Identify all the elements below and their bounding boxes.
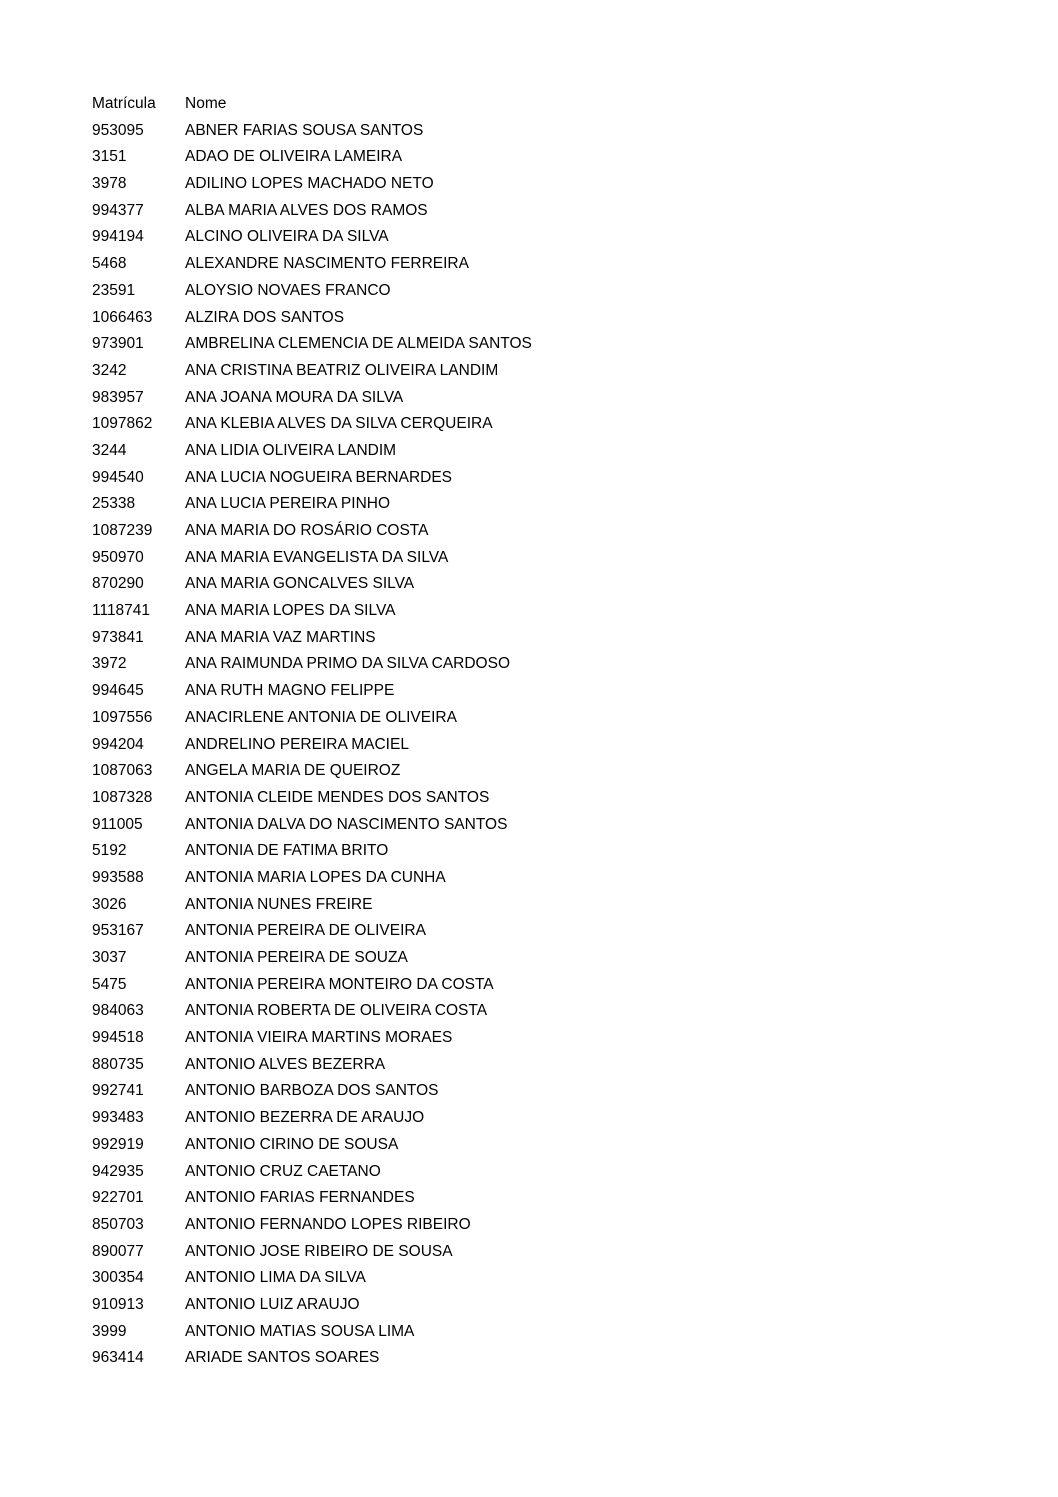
cell-nome: ARIADE SANTOS SOARES [185,1349,380,1367]
cell-matricula: 992741 [92,1082,144,1100]
table-row [92,1244,945,1271]
cell-matricula: 994518 [92,1029,144,1047]
cell-matricula: 3978 [92,175,127,193]
table-row [92,1137,945,1164]
cell-nome: ANTONIA DALVA DO NASCIMENTO SANTOS [185,815,508,833]
cell-nome: ANTONIO ALVES BEZERRA [185,1055,386,1073]
table-row [92,763,945,790]
cell-nome: ANTONIO CIRINO DE SOUSA [185,1135,399,1153]
table-row [92,656,945,683]
table-row [92,977,945,1004]
cell-nome: ANA MARIA VAZ MARTINS [185,628,376,646]
cell-matricula: 3244 [92,441,127,459]
cell-nome: ALCINO OLIVEIRA DA SILVA [185,228,389,246]
cell-matricula: 1066463 [92,308,153,326]
cell-matricula: 23591 [92,281,136,299]
table-row [92,710,945,737]
cell-matricula: 3151 [92,148,127,166]
cell-matricula: 950970 [92,548,144,566]
cell-nome: ANA CRISTINA BEATRIZ OLIVEIRA LANDIM [185,361,499,379]
cell-nome: ANA MARIA GONCALVES SILVA [185,575,415,593]
cell-matricula: 3037 [92,949,127,966]
cell-matricula: 1118741 [92,602,151,620]
cell-nome: ANTONIA PEREIRA MONTEIRO DA COSTA [185,975,494,993]
cell-matricula: 890077 [92,1242,144,1260]
cell-nome: ANTONIA MARIA LOPES DA CUNHA [185,868,446,886]
cell-matricula: 993483 [92,1109,144,1127]
table-row [92,1110,945,1137]
table-row [92,737,945,764]
cell-matricula: 5468 [92,255,127,273]
cell-matricula: 953095 [92,121,144,139]
cell-nome: ANACIRLENE ANTONIA DE OLIVEIRA [185,708,457,726]
cell-matricula: 910913 [92,1295,144,1313]
table-row [92,843,945,870]
table-row [92,283,945,310]
table-row [92,1217,945,1244]
cell-matricula: 942935 [92,1162,144,1180]
cell-nome: ANA LUCIA NOGUEIRA BERNARDES [185,468,453,486]
cell-nome: ANA LUCIA PEREIRA PINHO [185,495,391,513]
table-row [92,390,945,417]
table-row [92,1324,945,1351]
cell-matricula: 5475 [92,975,127,993]
cell-nome: ANTONIA NUNES FREIRE [185,895,373,913]
cell-matricula: 5192 [92,842,127,860]
cell-matricula: 880735 [92,1055,144,1073]
table-row [92,1350,945,1377]
cell-nome: ANTONIO LIMA DA SILVA [185,1269,366,1287]
table-row [92,576,945,603]
table-row [92,550,945,577]
cell-nome: ANA MARIA EVANGELISTA DA SILVA [185,548,449,566]
cell-matricula: 3972 [92,655,127,673]
cell-matricula: 993588 [92,868,144,886]
table-row [92,416,945,443]
table-row [92,203,945,230]
cell-matricula: 300354 [92,1269,144,1287]
table-row [92,123,945,150]
table-row [92,310,945,337]
table-row [92,790,945,817]
cell-nome: ANTONIO MATIAS SOUSA LIMA [185,1322,415,1340]
cell-matricula: 973841 [92,628,144,646]
table-header [92,96,945,123]
table-header-row [92,96,945,123]
cell-nome: ANTONIA VIEIRA MARTINS MORAES [185,1029,453,1047]
cell-matricula: 992919 [92,1135,144,1153]
column-header-nome: Nome [185,95,227,112]
cell-nome: ANTONIA DE FATIMA BRITO [185,842,389,860]
cell-matricula: 3242 [92,361,127,379]
cell-nome: ANGELA MARIA DE QUEIROZ [185,762,401,780]
cell-matricula: 870290 [92,575,144,593]
cell-matricula: 25338 [92,495,136,513]
table-row [92,176,945,203]
table-row [92,256,945,283]
column-header-matricula: Matrícula [92,95,156,112]
cell-nome: ALEXANDRE NASCIMENTO FERREIRA [185,255,469,273]
cell-nome: ANTONIA PEREIRA DE SOUZA [185,949,408,966]
cell-nome: ALZIRA DOS SANTOS [185,308,345,326]
cell-nome: ANA KLEBIA ALVES DA SILVA CERQUEIRA [185,415,493,433]
table-row [92,897,945,924]
cell-nome: ANTONIO CRUZ CAETANO [185,1162,381,1180]
table-row [92,336,945,363]
cell-matricula: 1097862 [92,415,153,433]
table-row [92,603,945,630]
cell-matricula: 911005 [92,815,143,833]
cell-matricula: 3999 [92,1322,127,1340]
table-row [92,470,945,497]
cell-nome: ANTONIO FARIAS FERNANDES [185,1189,415,1207]
cell-matricula: 983957 [92,388,144,406]
table-row [92,1270,945,1297]
cell-nome: ADILINO LOPES MACHADO NETO [185,175,434,193]
cell-matricula: 1097556 [92,708,153,726]
table-row [92,1030,945,1057]
cell-nome: ANA MARIA DO ROSÁRIO COSTA [185,522,429,539]
cell-matricula: 973901 [92,335,144,353]
cell-matricula: 994204 [92,735,144,753]
cell-matricula: 994377 [92,201,144,219]
table-row [92,1164,945,1191]
table-row [92,523,945,550]
cell-nome: ALOYSIO NOVAES FRANCO [185,281,391,299]
cell-matricula: 1087063 [92,762,153,780]
cell-nome: ADAO DE OLIVEIRA LAMEIRA [185,148,403,166]
table-row [92,630,945,657]
cell-nome: ANTONIA ROBERTA DE OLIVEIRA COSTA [185,1002,488,1020]
cell-nome: ANTONIA CLEIDE MENDES DOS SANTOS [185,788,490,806]
table-row [92,870,945,897]
cell-nome: ANTONIA PEREIRA DE OLIVEIRA [185,922,426,940]
table-row [92,1297,945,1324]
cell-matricula: 994194 [92,228,144,246]
employee-list-table [92,96,945,1377]
table-row [92,443,945,470]
cell-nome: ANTONIO FERNANDO LOPES RIBEIRO [185,1215,471,1233]
table-body [92,123,945,1377]
table-row [92,1057,945,1084]
cell-matricula: 984063 [92,1002,144,1020]
table-row [92,923,945,950]
cell-matricula: 922701 [92,1189,144,1207]
cell-matricula: 1087328 [92,788,153,806]
cell-nome: ANA RUTH MAGNO FELIPPE [185,682,395,700]
cell-nome: ANTONIO BARBOZA DOS SANTOS [185,1082,439,1100]
cell-matricula: 850703 [92,1215,144,1233]
cell-nome: ANTONIO BEZERRA DE ARAUJO [185,1109,425,1127]
table-row [92,950,945,977]
cell-matricula: 1087239 [92,522,153,539]
cell-nome: AMBRELINA CLEMENCIA DE ALMEIDA SANTOS [185,335,532,353]
cell-nome: ANA JOANA MOURA DA SILVA [185,388,404,406]
table-row [92,229,945,256]
cell-nome: ANTONIO JOSE RIBEIRO DE SOUSA [185,1242,453,1260]
cell-matricula: 3026 [92,895,127,913]
cell-nome: ANTONIO LUIZ ARAUJO [185,1295,360,1313]
cell-nome: ALBA MARIA ALVES DOS RAMOS [185,201,428,219]
cell-nome: ANA RAIMUNDA PRIMO DA SILVA CARDOSO [185,655,511,673]
table-row [92,817,945,844]
table-row [92,683,945,710]
cell-matricula: 994540 [92,468,144,486]
table-row [92,1190,945,1217]
cell-matricula: 953167 [92,922,144,940]
cell-matricula: 963414 [92,1349,144,1367]
cell-nome: ANA MARIA LOPES DA SILVA [185,602,396,620]
table-row [92,363,945,390]
cell-nome: ANDRELINO PEREIRA MACIEL [185,735,409,753]
table-row [92,149,945,176]
cell-nome: ANA LIDIA OLIVEIRA LANDIM [185,441,397,459]
cell-matricula: 994645 [92,682,144,700]
table-row [92,1003,945,1030]
cell-nome: ABNER FARIAS SOUSA SANTOS [185,121,424,139]
table-row [92,496,945,523]
table-row [92,1083,945,1110]
